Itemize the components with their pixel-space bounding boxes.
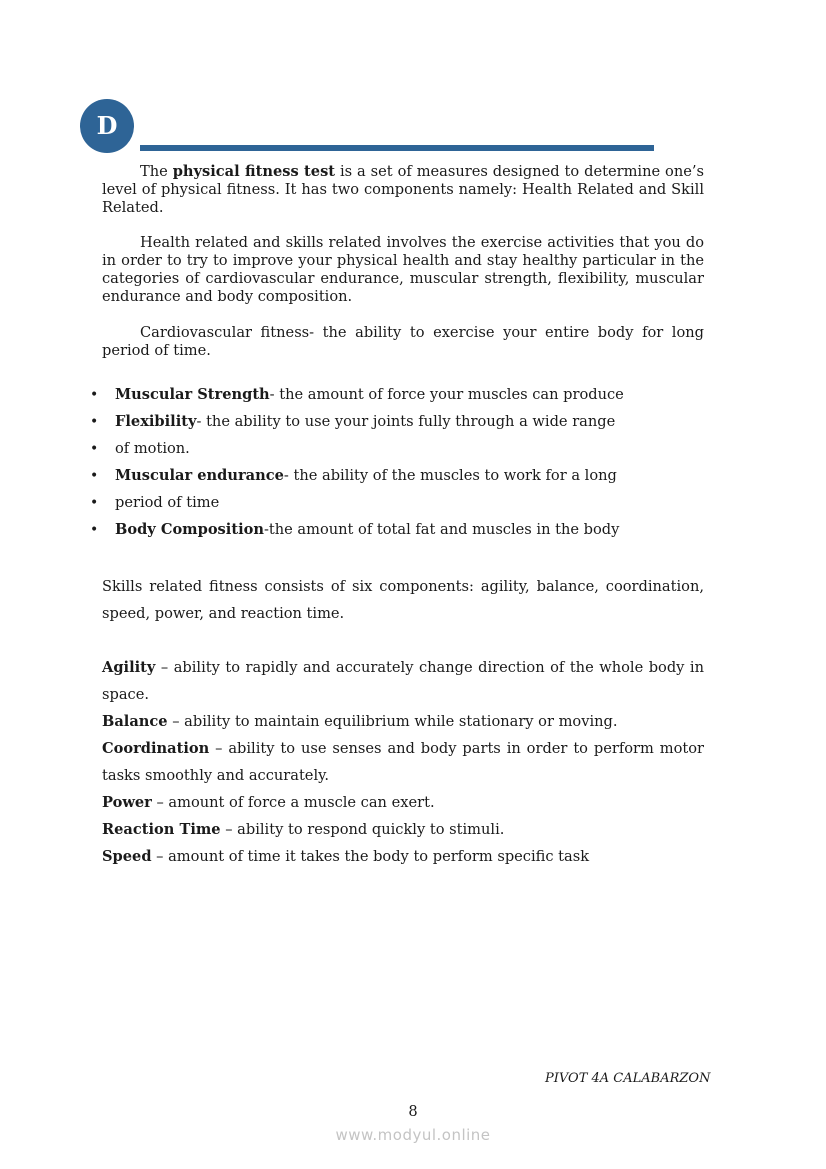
page-number: 8 <box>408 1103 418 1120</box>
bullet-dot-icon: • <box>90 441 99 457</box>
intro-paragraph-3 <box>102 324 704 360</box>
intro-p1-end: is a set of measures designed to determine one’s level of physical fitness. It has two components namely: Health Related and Skill Related. <box>102 163 705 216</box>
skill-definitions <box>102 654 704 870</box>
intro-paragraph-1 <box>102 163 704 217</box>
bullet-item <box>88 412 708 439</box>
bullet-dot-icon: • <box>90 468 99 484</box>
bullet-dot-icon: • <box>90 414 99 430</box>
section-letter-badge: D <box>80 99 134 153</box>
bullet-text: - the amount of force your muscles can produce <box>269 386 624 403</box>
definition-item <box>102 843 704 870</box>
bullet-text: - the ability to use your joints fully through a wide range <box>196 413 616 430</box>
definition-text: – ability to respond quickly to stimuli. <box>220 821 505 838</box>
definition-term: Agility <box>102 659 156 676</box>
bullet-dot-icon: • <box>90 387 99 403</box>
definition-term: Reaction Time <box>102 821 221 838</box>
footer-series-label: PIVOT 4A CALABARZON <box>545 1071 711 1086</box>
bullet-text: period of time <box>115 494 220 511</box>
bullet-term: Muscular Strength <box>115 386 270 403</box>
definition-term: Balance <box>102 713 168 730</box>
definition-term: Speed <box>102 848 152 865</box>
bullet-item <box>88 520 708 547</box>
intro-p1-bold-term: physical fitness test <box>172 163 336 180</box>
definition-text: – ability to rapidly and accurately change direction of the whole body in space. <box>102 659 704 703</box>
definition-item <box>102 789 704 816</box>
definition-item <box>102 654 704 708</box>
bullet-term: Flexibility <box>115 413 197 430</box>
bullet-text: of motion. <box>115 440 190 457</box>
bullet-dot-icon: • <box>90 522 99 538</box>
bullet-term: Body Composition <box>115 521 264 538</box>
bullet-term: Muscular endurance <box>115 467 284 484</box>
definition-item <box>102 816 704 843</box>
intro-p1-start: The <box>140 163 173 180</box>
bullet-text: - the ability of the muscles to work for a long <box>283 467 617 484</box>
definition-text: – amount of force a muscle can exert. <box>151 794 435 811</box>
watermark: www.modyul.online <box>335 1126 491 1144</box>
definition-term: Coordination <box>102 740 210 757</box>
skills-related-intro: Skills related fitness consists of six components: agility, balance, coordination, speed, power, and reaction time. <box>102 578 704 622</box>
intro-p2-text: Health related and skills related involves the exercise activities that you do in order to try to improve your physical health and stay healthy particular in the categories of cardiovascular endurance, muscular strength, flexibility, muscular endurance and body composition. <box>102 234 704 305</box>
definition-item <box>102 708 704 735</box>
section-header-rule <box>140 145 654 151</box>
intro-p3-text: Cardiovascular fitness- the ability to exercise your entire body for long period of time. <box>102 324 704 359</box>
intro-paragraph-2 <box>102 234 704 306</box>
definition-text: – ability to use senses and body parts in order to perform motor tasks smoothly and accurately. <box>102 740 704 784</box>
bullet-item <box>88 385 708 412</box>
bullet-item <box>88 439 708 466</box>
bullet-text: -the amount of total fat and muscles in the body <box>263 521 620 538</box>
bullet-dot-icon: • <box>90 495 99 511</box>
definition-item <box>102 735 704 789</box>
bullet-item <box>88 466 708 493</box>
health-fitness-bullet-list <box>88 385 708 547</box>
definition-text: – amount of time it takes the body to perform specific task <box>151 848 590 865</box>
definition-text: – ability to maintain equilibrium while stationary or moving. <box>167 713 618 730</box>
definition-term: Power <box>102 794 152 811</box>
bullet-item <box>88 493 708 520</box>
